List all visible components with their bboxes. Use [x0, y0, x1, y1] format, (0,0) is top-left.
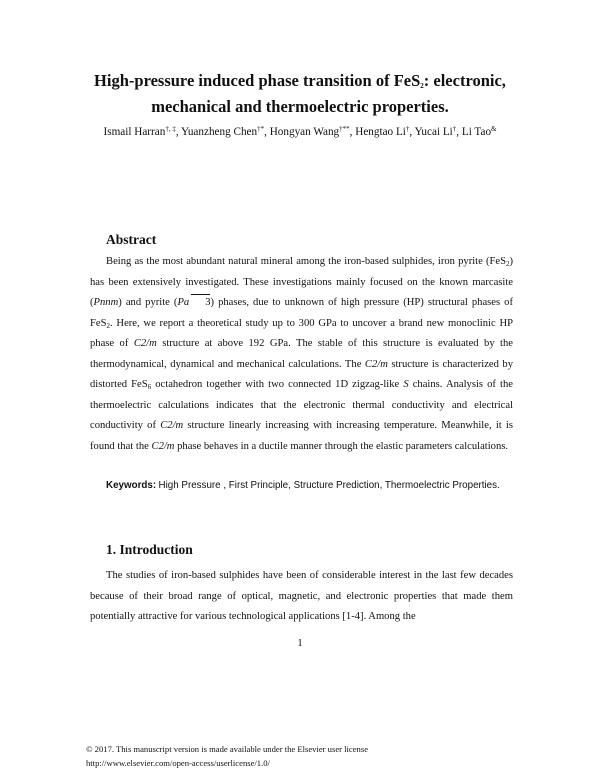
author-name: Hengtao Li — [355, 126, 406, 138]
space-group-c2m: C2/m — [151, 440, 175, 452]
abstract-text: ) and pyrite ( — [118, 297, 178, 308]
author-separator: , — [264, 126, 270, 138]
author-separator: , — [456, 126, 462, 138]
author-list — [30, 124, 570, 140]
license-footer — [86, 742, 368, 770]
abstract-text: ) phases, due to unknown of high pressure (HP) structural phases of FeS — [90, 297, 513, 329]
space-group-pa3: Pa — [177, 297, 190, 308]
author-name: Li Tao — [461, 126, 492, 138]
author-name: Yuanzheng Chen — [181, 126, 258, 138]
abstract-text: phase behaves in a ductile manner through the elastic parameters calculations. — [174, 440, 509, 452]
space-group-pnnm: Pnnm — [93, 297, 119, 308]
sulfur-symbol: S — [403, 379, 409, 390]
abstract-text: structure linearly increasing with increasing temperature. Meanwhile, it is found that the — [90, 420, 513, 452]
abstract-text: ) has been extensively investigated. These investigations mainly focused on the known marcasite ( — [90, 256, 513, 308]
author-affiliation-mark: † — [452, 125, 457, 133]
abstract-paragraph — [90, 252, 513, 457]
author-affiliation-mark: & — [491, 125, 497, 133]
abstract-text: structure is characterized by distorted FeS — [90, 358, 513, 390]
space-group-c2m: C2/m — [364, 358, 388, 370]
author-affiliation-mark: †** — [339, 125, 350, 133]
author-separator: , — [349, 126, 356, 138]
introduction-paragraph: The studies of iron-based sulphides have been of considerable interest in the last few decades because of their broad range of optical, magnetic, and electronic properties that made them potentially attractive for various technological applications [1-4]. Among the — [90, 570, 513, 622]
author-affiliation-mark: †, ‡ — [165, 125, 176, 133]
abstract-text: structure at above 192 GPa. The stable of this structure is evaluated by the thermodynamical, dynamical and mechanical calculations. The — [90, 338, 513, 370]
subscript: 6 — [147, 383, 152, 391]
author-name: Yucai Li — [414, 126, 453, 138]
author-affiliation-mark: †* — [257, 125, 265, 133]
author-separator: , — [409, 126, 415, 138]
abstract-body — [90, 252, 513, 457]
paper-title — [40, 68, 560, 120]
license-url[interactable]: http://www.elsevier.com/open-access/userlicense/1.0/ — [86, 758, 270, 768]
keywords-text: High Pressure , First Principle, Structure Prediction, Thermoelectric Properties. — [158, 480, 500, 491]
license-notice: © 2017. This manuscript version is made available under the Elsevier user license — [86, 744, 369, 754]
abstract-text: Being as the most abundant natural mineral among the iron-based sulphides, iron pyrite (FeS — [106, 256, 506, 267]
author-affiliation-mark: † — [405, 125, 410, 133]
abstract-text: octahedron together with two connected 1D zigzag-like — [151, 379, 404, 390]
abstract-heading: Abstract — [106, 232, 157, 247]
page-number: 1 — [297, 638, 303, 649]
space-group-c2m: C2/m — [133, 338, 157, 349]
abstract-text: . Here, we report a theoretical study up to 300 GPa to uncover a brand new monoclinic HP phase of — [90, 317, 513, 349]
introduction-heading: 1. Introduction — [106, 542, 193, 557]
space-group-c2m-m: m — [175, 420, 184, 431]
keywords-label: Keywords: — [106, 480, 157, 491]
abstract-text: chains. Analysis of the thermoelectric calculations indicates that the electronic thermal conductivity and electrical conductivity of — [90, 379, 513, 431]
author-name: Ismail Harran — [103, 126, 166, 138]
subscript: 2 — [505, 260, 510, 268]
author-separator: , — [175, 126, 181, 138]
title-text-end: : electronic, — [423, 71, 506, 90]
space-group-c2m: C2/ — [160, 420, 176, 431]
author-name: Hongyan Wang — [269, 126, 340, 138]
title-subscript: 2 — [420, 82, 424, 90]
title-text: High-pressure induced phase transition of FeS — [94, 71, 421, 90]
subscript: 2 — [106, 321, 110, 330]
title-line-2: mechanical and thermoelectric properties. — [151, 97, 449, 116]
space-group-bar-digit: 3 — [189, 293, 210, 314]
introduction-body — [90, 566, 513, 628]
keywords-line — [106, 480, 500, 491]
